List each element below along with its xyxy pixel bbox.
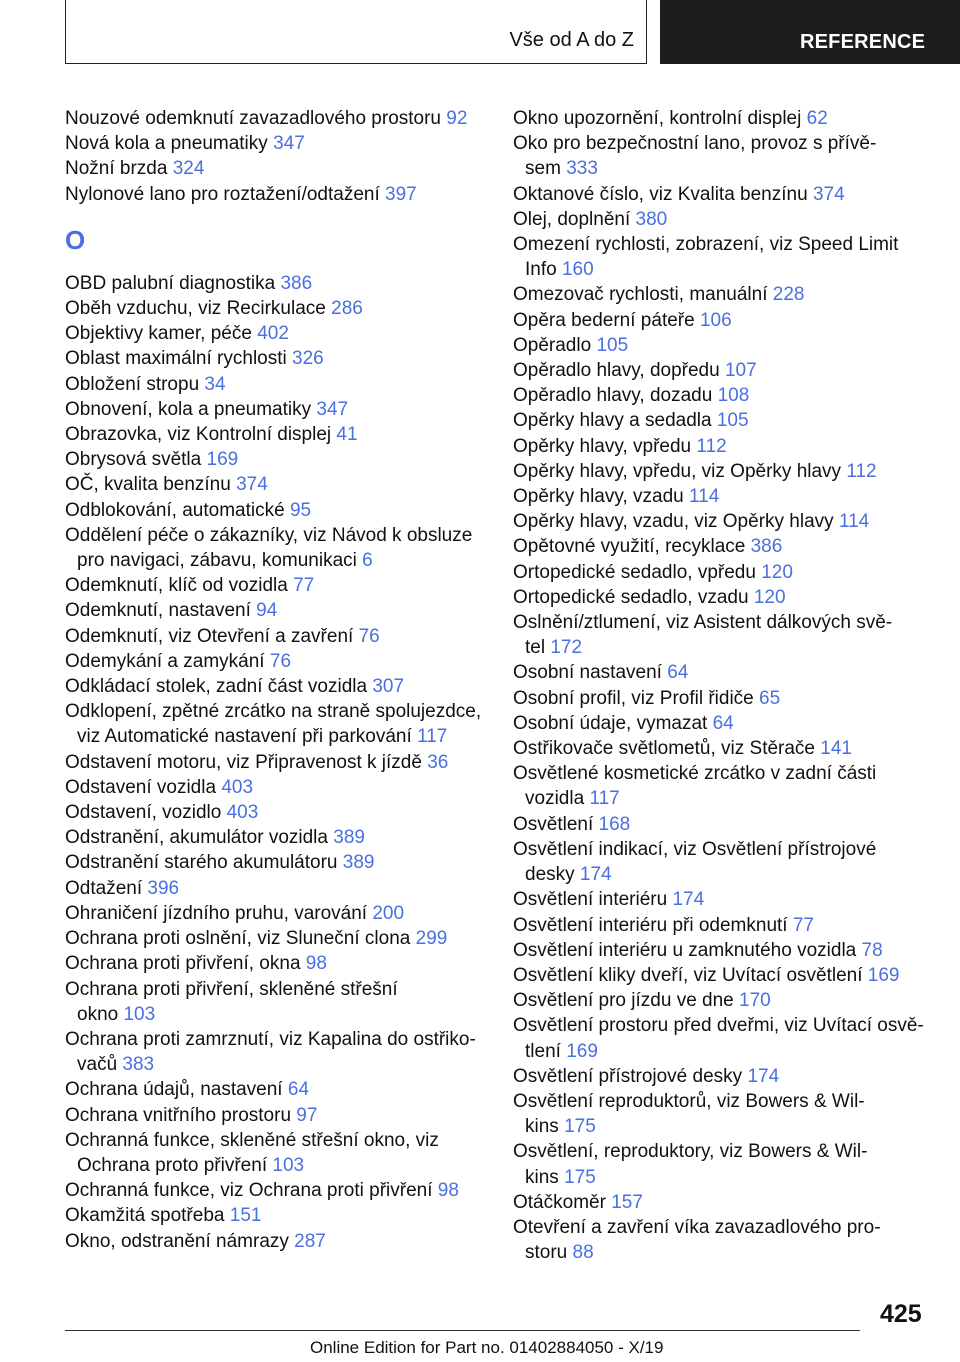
index-entry-term: Osvětlení přístrojové desky bbox=[513, 1065, 743, 1087]
index-page-link[interactable]: 389 bbox=[342, 852, 375, 874]
index-entry-term: Osvětlení reproduktorů, viz Bowers & Wil‐ bbox=[513, 1090, 865, 1112]
index-page-link[interactable]: 333 bbox=[566, 158, 598, 180]
index-entry bbox=[65, 372, 485, 397]
index-entry-term: Odklopení, zpětné zrcátko na straně spolujezdce, bbox=[65, 701, 482, 723]
index-page-link[interactable]: 287 bbox=[294, 1230, 326, 1252]
index-entry bbox=[513, 484, 933, 509]
index-entry bbox=[513, 182, 933, 207]
index-entry-term: Osvětlení kliky dveří, viz Uvítací osvětlení bbox=[513, 964, 863, 986]
index-page-link[interactable]: 107 bbox=[724, 360, 757, 382]
index-entry-term: Odstavení, vozidlo bbox=[65, 802, 222, 824]
index-entry bbox=[513, 660, 933, 685]
index-entry bbox=[65, 182, 485, 207]
index-entry-term: Ortopedické sedadlo, vzadu bbox=[513, 586, 749, 608]
index-entry bbox=[513, 106, 933, 131]
index-entry-term: Objektivy kamer, péče bbox=[65, 323, 252, 345]
index-entry bbox=[513, 333, 933, 358]
index-entry bbox=[513, 761, 933, 811]
index-entry-term: Obrazovka, viz Kontrolní displej bbox=[65, 424, 332, 446]
index-entry bbox=[513, 736, 933, 761]
index-page-link[interactable]: 168 bbox=[598, 813, 631, 835]
index-entry bbox=[65, 624, 485, 649]
index-page-link[interactable]: 120 bbox=[753, 586, 786, 608]
index-entry-term: Odblokování, automatické bbox=[65, 499, 285, 521]
index-page-link[interactable]: 389 bbox=[333, 827, 365, 849]
index-entry bbox=[513, 988, 933, 1013]
index-page-link[interactable]: 92 bbox=[446, 108, 468, 129]
index-page-link[interactable]: 103 bbox=[123, 1003, 156, 1025]
index-page-link[interactable]: 169 bbox=[566, 1040, 598, 1062]
index-page-link[interactable]: 114 bbox=[689, 486, 720, 508]
index-page-link[interactable]: 97 bbox=[296, 1104, 318, 1126]
index-entry-term: Oko pro bezpečnostní lano, provoz s přívě‐ bbox=[513, 133, 877, 155]
index-entry bbox=[65, 951, 485, 976]
index-entry-term: Odstranění starého akumulátoru bbox=[65, 852, 338, 874]
index-page-link[interactable]: 95 bbox=[289, 499, 312, 521]
index-entry-term: Olej, doplnění bbox=[513, 208, 631, 230]
index-entry bbox=[513, 434, 933, 459]
index-page-link[interactable]: 120 bbox=[761, 561, 793, 583]
index-column-right bbox=[513, 106, 933, 1265]
index-entry bbox=[513, 837, 933, 887]
index-entry-term: Osvětlení pro jízdu ve dne bbox=[513, 990, 734, 1012]
index-page-link[interactable]: 6 bbox=[362, 550, 373, 572]
index-page-link[interactable]: 169 bbox=[206, 449, 239, 471]
index-entry-term: Osvětlení prostoru před dveřmi, viz Uvítací osvě‐ bbox=[513, 1015, 924, 1037]
index-page-link[interactable]: 78 bbox=[861, 939, 883, 961]
index-page-link[interactable]: 36 bbox=[427, 751, 449, 773]
index-entry-term: viz Automatické nastavení při parkování bbox=[77, 726, 412, 748]
index-entry-term: Ochranná funkce, viz Ochrana proti přivření bbox=[65, 1180, 433, 1202]
index-entry-term: Okno, odstranění námrazy bbox=[65, 1230, 289, 1252]
index-entry-term: Osobní profil, viz Profil řidiče bbox=[513, 687, 754, 709]
index-entry bbox=[513, 560, 933, 585]
index-entry bbox=[65, 598, 485, 623]
index-entry-term: Ochrana proti zamrznutí, viz Kapalina do ostřiko‐ bbox=[65, 1028, 476, 1050]
index-page-link[interactable]: 88 bbox=[572, 1242, 594, 1264]
index-page-link[interactable]: 386 bbox=[280, 272, 313, 294]
index-entry-term: vačů bbox=[77, 1054, 118, 1076]
index-entry bbox=[513, 131, 933, 181]
index-entry-term: Osvětlení, reproduktory, viz Bowers & Wil‐ bbox=[513, 1141, 868, 1163]
index-entry-term: Omezení rychlosti, zobrazení, viz Speed Limit bbox=[513, 234, 899, 256]
index-entry bbox=[65, 775, 485, 800]
index-page-link[interactable]: 402 bbox=[257, 323, 289, 345]
index-entry bbox=[65, 1178, 485, 1203]
index-page-link[interactable]: 106 bbox=[699, 309, 732, 331]
index-entry-term: tlení bbox=[525, 1040, 561, 1062]
index-entry bbox=[513, 459, 933, 484]
index-entry bbox=[513, 938, 933, 963]
index-page-link[interactable]: 228 bbox=[772, 284, 805, 306]
index-entry bbox=[65, 825, 485, 850]
index-entry-term: Osvětlené kosmetické zrcátko v zadní části bbox=[513, 763, 877, 785]
index-entry bbox=[65, 346, 485, 371]
index-entry-term: Odemknutí, viz Otevření a zavření bbox=[65, 625, 354, 647]
index-entry-term: Oblast maximální rychlosti bbox=[65, 348, 287, 370]
index-entry bbox=[65, 977, 485, 1027]
index-page-link[interactable]: 98 bbox=[437, 1180, 459, 1202]
index-page-link[interactable]: 141 bbox=[820, 738, 852, 760]
index-entry bbox=[65, 674, 485, 699]
index-entry bbox=[513, 207, 933, 232]
index-entry bbox=[65, 321, 485, 346]
index-page-link[interactable]: 169 bbox=[867, 964, 900, 986]
index-entry bbox=[513, 711, 933, 736]
index-entry bbox=[513, 408, 933, 433]
header-section-box bbox=[65, 0, 647, 64]
index-entry bbox=[513, 1215, 933, 1265]
index-entry-term: Opěrky hlavy a sedadla bbox=[513, 410, 712, 432]
index-entry bbox=[65, 800, 485, 825]
index-entry bbox=[65, 523, 485, 573]
index-page-link[interactable]: 76 bbox=[358, 625, 380, 647]
index-page-link[interactable]: 112 bbox=[696, 435, 727, 457]
index-entry-term: Odkládací stolek, zadní část vozidla bbox=[65, 676, 368, 698]
index-entry-term: Obrysová světla bbox=[65, 449, 202, 471]
index-entry bbox=[513, 1190, 933, 1215]
index-page-link[interactable]: 65 bbox=[759, 687, 781, 709]
index-page-link[interactable]: 200 bbox=[372, 902, 405, 924]
index-page-link[interactable]: 403 bbox=[221, 776, 254, 798]
header-section-title: Vše od A do Z bbox=[509, 29, 634, 51]
index-entry-term: okno bbox=[77, 1003, 119, 1025]
index-entry bbox=[65, 106, 485, 131]
index-entry bbox=[513, 1013, 933, 1063]
index-entry-term: Oktanové číslo, viz Kvalita benzínu bbox=[513, 183, 808, 205]
index-entry-term: Okamžitá spotřeba bbox=[65, 1205, 225, 1227]
index-page-link[interactable]: 397 bbox=[385, 183, 417, 205]
index-entry bbox=[513, 887, 933, 912]
index-page-link[interactable]: 326 bbox=[292, 348, 324, 370]
index-entry-term: Oddělení péče o zákazníky, viz Návod k obsluze bbox=[65, 524, 473, 546]
index-entry-term: Otevření a zavření víka zavazadlového pro‐ bbox=[513, 1216, 881, 1238]
index-page-link[interactable]: 160 bbox=[561, 259, 594, 281]
index-page-link[interactable]: 374 bbox=[812, 183, 845, 205]
index-entry-term: Odstavení vozidla bbox=[65, 776, 217, 798]
index-entry bbox=[65, 131, 485, 156]
index-page-link[interactable]: 108 bbox=[717, 385, 750, 407]
index-entry-term: Nouzové odemknutí zavazadlového prostoru bbox=[65, 108, 442, 129]
index-entry bbox=[65, 699, 485, 749]
index-page-link[interactable]: 151 bbox=[229, 1205, 262, 1227]
index-entry bbox=[513, 383, 933, 408]
index-entry-term: Omezovač rychlosti, manuální bbox=[513, 284, 768, 306]
index-entry-term: Opěra bederní páteře bbox=[513, 309, 695, 331]
index-page-link[interactable]: 105 bbox=[716, 410, 749, 432]
index-entry-term: Opěrky hlavy, vpředu bbox=[513, 435, 692, 457]
index-entry-term: Odstavení motoru, viz Připravenost k jízdě bbox=[65, 751, 422, 773]
index-entry-term: Osobní údaje, vymazat bbox=[513, 712, 708, 734]
index-entry bbox=[65, 1103, 485, 1128]
index-entry-term: sem bbox=[525, 158, 561, 180]
index-entry-term: Osvětlení interiéru u zamknutého vozidla bbox=[513, 939, 857, 961]
index-entry-term: Ostřikovače světlometů, viz Stěrače bbox=[513, 738, 815, 760]
index-page-link[interactable]: 77 bbox=[792, 914, 814, 936]
index-page-link[interactable]: 172 bbox=[550, 637, 583, 659]
index-page-link[interactable]: 77 bbox=[293, 575, 315, 597]
index-entry bbox=[65, 1128, 485, 1178]
index-page-link[interactable]: 34 bbox=[204, 373, 226, 395]
index-page-link[interactable]: 64 bbox=[667, 662, 689, 684]
index-entry-term: Nožní brzda bbox=[65, 158, 168, 180]
index-entry-term: kins bbox=[525, 1166, 559, 1188]
index-entry bbox=[513, 308, 933, 333]
index-entry-term: Otáčkoměr bbox=[513, 1191, 606, 1213]
index-entry-term: kins bbox=[525, 1116, 559, 1138]
index-entry-term: Ochrana proto přivření bbox=[77, 1154, 268, 1176]
index-entry-term: Opěradlo hlavy, dozadu bbox=[513, 385, 713, 407]
index-entry-term: Osvětlení indikací, viz Osvětlení přístrojové bbox=[513, 838, 877, 860]
index-entry bbox=[513, 1064, 933, 1089]
index-entry bbox=[65, 1077, 485, 1102]
index-entry bbox=[65, 156, 485, 181]
index-entry bbox=[65, 1027, 485, 1077]
index-entry bbox=[513, 686, 933, 711]
index-entry bbox=[513, 585, 933, 610]
index-entry bbox=[65, 649, 485, 674]
index-page-link[interactable]: 117 bbox=[589, 788, 620, 810]
index-entry-term: Osvětlení interiéru při odemknutí bbox=[513, 914, 788, 936]
index-entry-term: Osvětlení interiéru bbox=[513, 889, 668, 911]
index-entry-term: Odstranění, akumulátor vozidla bbox=[65, 827, 328, 849]
index-entry-term: pro navigaci, zábavu, komunikaci bbox=[77, 550, 357, 572]
index-entry-term: storu bbox=[525, 1242, 568, 1264]
index-entry bbox=[513, 282, 933, 307]
index-page-link[interactable]: 299 bbox=[415, 928, 448, 950]
index-entry-term: Ochrana proti přivření, skleněné střešní bbox=[65, 978, 398, 1000]
index-page-link[interactable]: 41 bbox=[336, 424, 358, 446]
index-entry-term: Ochranná funkce, skleněné střešní okno, viz bbox=[65, 1129, 439, 1151]
index-entry-term: Ochrana proti přivření, okna bbox=[65, 953, 301, 975]
footer-edition: Online Edition for Part no. 01402884050 - X/19 bbox=[310, 1338, 664, 1357]
index-entry-term: Osobní nastavení bbox=[513, 662, 662, 684]
index-page-link[interactable]: 347 bbox=[273, 133, 305, 155]
index-entry bbox=[65, 296, 485, 321]
index-entry-term: Odtažení bbox=[65, 877, 143, 899]
index-entry-term: tel bbox=[525, 637, 546, 659]
index-entry bbox=[65, 573, 485, 598]
footer-divider bbox=[65, 1330, 860, 1331]
index-entry bbox=[513, 232, 933, 282]
index-page-link[interactable]: 175 bbox=[564, 1166, 596, 1188]
index-entry-term: Nylonové lano pro roztažení/odtažení bbox=[65, 183, 380, 205]
index-entry-term: Opěradlo hlavy, dopředu bbox=[513, 360, 720, 382]
index-entry bbox=[65, 876, 485, 901]
index-entry bbox=[65, 472, 485, 497]
index-page-link[interactable]: 286 bbox=[331, 298, 363, 320]
header-tab-label: REFERENCE bbox=[800, 31, 926, 53]
index-page-link[interactable]: 76 bbox=[269, 650, 292, 672]
index-entry bbox=[65, 750, 485, 775]
index-entry bbox=[65, 1229, 485, 1254]
index-entry-term: OČ, kvalita benzínu bbox=[65, 474, 231, 496]
index-page-link[interactable]: 174 bbox=[672, 889, 705, 911]
index-entry-term: Opěrky hlavy, vpředu, viz Opěrky hlavy bbox=[513, 460, 842, 482]
index-entry bbox=[65, 850, 485, 875]
index-entry bbox=[513, 963, 933, 988]
index-entry-term: Obnovení, kola a pneumatiky bbox=[65, 398, 312, 420]
index-entry bbox=[513, 812, 933, 837]
index-page-link[interactable]: 62 bbox=[806, 108, 828, 129]
index-entry bbox=[513, 610, 933, 660]
index-entry-term: Info bbox=[525, 259, 557, 281]
index-entry-term: Ochrana vnitřního prostoru bbox=[65, 1104, 292, 1126]
index-entry bbox=[65, 498, 485, 523]
index-page-link[interactable]: 103 bbox=[272, 1154, 305, 1176]
index-page-link[interactable]: 380 bbox=[635, 208, 668, 230]
index-entry-term: Ochrana údajů, nastavení bbox=[65, 1079, 283, 1101]
index-letter-heading: O bbox=[65, 224, 86, 255]
index-entry-term: Ortopedické sedadlo, vpředu bbox=[513, 561, 756, 583]
page-number: 425 bbox=[880, 1300, 922, 1328]
index-entry bbox=[65, 447, 485, 472]
index-entry-term: Opěradlo bbox=[513, 334, 592, 356]
index-entry bbox=[65, 1203, 485, 1228]
index-page-link[interactable]: 157 bbox=[611, 1191, 643, 1213]
index-entry-term: Osvětlení bbox=[513, 813, 594, 835]
index-entry bbox=[513, 509, 933, 534]
index-page-link[interactable]: 112 bbox=[846, 460, 877, 482]
index-entry-term: Odemknutí, nastavení bbox=[65, 600, 251, 622]
index-page-link[interactable]: 174 bbox=[747, 1065, 780, 1087]
index-page-link[interactable]: 396 bbox=[147, 877, 180, 899]
index-page-link[interactable]: 94 bbox=[256, 600, 278, 622]
index-page-link[interactable]: 175 bbox=[564, 1116, 596, 1138]
index-entry-term: Opěrky hlavy, vzadu, viz Opěrky hlavy bbox=[513, 511, 834, 533]
index-entry bbox=[65, 901, 485, 926]
index-column-left bbox=[65, 106, 485, 1254]
index-page-link[interactable]: 105 bbox=[596, 334, 629, 356]
index-page-link[interactable]: 117 bbox=[417, 726, 448, 748]
index-entry bbox=[513, 1139, 933, 1189]
index-page-link[interactable]: 64 bbox=[287, 1079, 310, 1101]
index-page-link[interactable]: 64 bbox=[712, 712, 734, 734]
index-entry-term: desky bbox=[525, 864, 575, 886]
index-entry-term: Odemknutí, klíč od vozidla bbox=[65, 575, 288, 597]
index-entry bbox=[65, 926, 485, 951]
index-page-link[interactable]: 386 bbox=[750, 536, 783, 558]
index-entry bbox=[65, 271, 485, 296]
index-entry-term: Oslnění/ztlumení, viz Asistent dálkových svě‐ bbox=[513, 612, 893, 634]
index-entry-term: Okno upozornění, kontrolní displej bbox=[513, 108, 802, 129]
index-entry-term: Odemykání a zamykání bbox=[65, 650, 265, 672]
index-page-link[interactable]: 324 bbox=[172, 158, 205, 180]
index-entry-term: Nová kola a pneumatiky bbox=[65, 133, 268, 155]
index-page-link[interactable]: 403 bbox=[226, 802, 259, 824]
index-entry-term: Oběh vzduchu, viz Recirkulace bbox=[65, 298, 326, 320]
index-entry-term: OBD palubní diagnostika bbox=[65, 272, 276, 294]
index-page-link[interactable]: 383 bbox=[122, 1054, 155, 1076]
index-page-link[interactable]: 174 bbox=[579, 864, 612, 886]
index-entry bbox=[513, 1089, 933, 1139]
index-entry bbox=[513, 913, 933, 938]
index-entry-term: Opětovné využití, recyklace bbox=[513, 536, 746, 558]
index-entry bbox=[65, 397, 485, 422]
index-entry bbox=[65, 422, 485, 447]
index-page-link[interactable]: 374 bbox=[236, 474, 268, 496]
index-entry-term: Opěrky hlavy, vzadu bbox=[513, 486, 684, 508]
index-entry bbox=[513, 534, 933, 559]
index-page-link[interactable]: 170 bbox=[739, 990, 771, 1012]
index-page-link[interactable]: 307 bbox=[372, 676, 405, 698]
index-entry-term: Obložení stropu bbox=[65, 373, 200, 395]
index-page-link[interactable]: 347 bbox=[316, 398, 349, 420]
index-entry-term: vozidla bbox=[525, 788, 585, 810]
index-page-link[interactable]: 98 bbox=[305, 953, 327, 975]
header-tab bbox=[660, 0, 960, 64]
index-page-link[interactable]: 114 bbox=[838, 511, 870, 533]
index-entry bbox=[513, 358, 933, 383]
index-entry-term: Ohraničení jízdního pruhu, varování bbox=[65, 902, 368, 924]
index-entry-term: Ochrana proti oslnění, viz Sluneční clona bbox=[65, 928, 411, 950]
